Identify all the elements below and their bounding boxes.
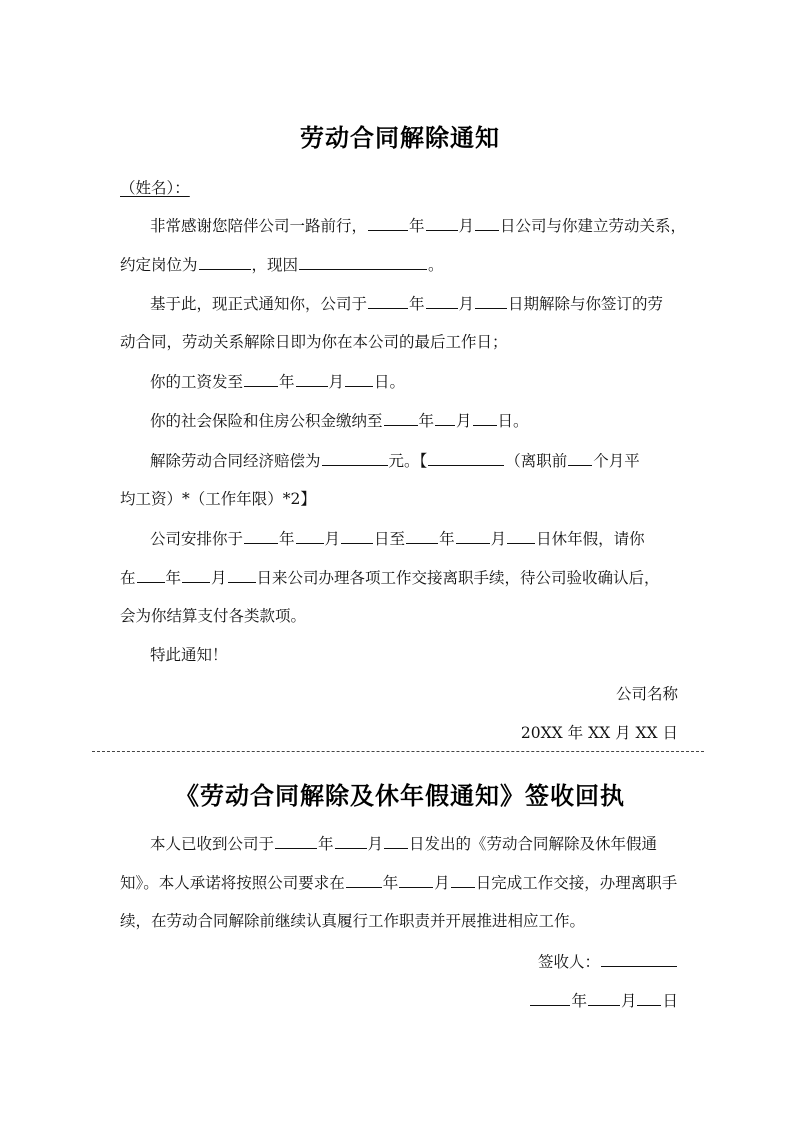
text: 公司安排你于 (150, 530, 244, 548)
text: 日期解除与你签订的劳 (508, 295, 664, 313)
blank-day (451, 872, 475, 888)
blank-month (296, 528, 324, 544)
blank-month (399, 872, 433, 888)
blank-month (182, 567, 210, 583)
paragraph-termination (150, 293, 663, 314)
text: 元。【 (388, 452, 428, 470)
text: 年 (409, 295, 425, 313)
paragraph-compensation-cont (120, 489, 316, 509)
paragraph-employment-cont (120, 254, 444, 275)
text: ，现因 (251, 256, 299, 274)
blank-year (244, 371, 278, 387)
paragraph-leave-cont2 (120, 606, 306, 626)
blank-year (368, 215, 408, 231)
blank-position (199, 254, 251, 270)
text: 月 (620, 992, 637, 1010)
paragraph-compensation (150, 450, 640, 471)
text: 均工资）*（工作年限）*2】 (120, 490, 316, 508)
text: 续，在劳动合同解除前继续认真履行工作职责并开展推进相应工作。 (120, 912, 586, 930)
text: 月 (434, 874, 450, 892)
blank-day (475, 293, 507, 309)
receipt-title: 《劳动合同解除及休年假通知》签收回执 (175, 782, 625, 810)
notice-date: 20XX 年 XX 月 XX 日 (520, 724, 678, 742)
employee-name-field: （姓名）： (120, 179, 190, 197)
text: 知》。本人承诺将按照公司要求在 (120, 874, 345, 892)
text: 约定岗位为 (120, 256, 198, 274)
text: 日。 (374, 373, 406, 391)
text: 年 (418, 412, 435, 430)
blank-salary (428, 450, 504, 466)
receipt-date-line (529, 990, 678, 1011)
blank-month (296, 371, 328, 387)
blank-year (244, 528, 278, 544)
text: 日发出的《劳动合同解除及休年假通 (409, 835, 658, 853)
notice-title: 劳动合同解除通知 (300, 124, 500, 152)
text: 你的社会保险和住房公积金缴纳至 (150, 412, 383, 430)
text: 日休年假，请你 (536, 530, 645, 548)
text: 月 (490, 530, 507, 548)
signature-blank[interactable] (601, 951, 677, 967)
blank-amount (322, 450, 388, 466)
text: 年 (382, 874, 399, 892)
blank-day (228, 567, 256, 583)
blank-month (435, 410, 455, 426)
blank-month (426, 215, 458, 231)
text: 年 (279, 530, 295, 548)
paragraph-leave (150, 528, 645, 549)
text: 月 (324, 530, 341, 548)
blank-day (345, 371, 373, 387)
text: （离职前 (505, 452, 568, 470)
text: 年 (571, 992, 587, 1010)
blank-reason (299, 254, 427, 270)
text: 解除劳动合同经济赔偿为 (150, 452, 321, 470)
signer-label: 签收人： (537, 953, 600, 971)
paragraph-termination-cont (120, 332, 508, 352)
blank-day[interactable] (637, 990, 661, 1006)
cut-divider (92, 751, 704, 752)
blank-day (507, 528, 535, 544)
text: 月 (367, 835, 384, 853)
name-line (120, 178, 190, 198)
blank-month (426, 293, 458, 309)
text: 年 (165, 569, 182, 587)
text: 月 (458, 295, 475, 313)
paragraph-leave-cont (120, 567, 660, 588)
closing-text: 特此通知！ (150, 646, 228, 664)
text: 本人已收到公司于 (150, 835, 275, 853)
text: 。 (428, 256, 444, 274)
text: 日完成工作交接，办理离职手 (475, 874, 678, 892)
paragraph-insurance (150, 410, 529, 431)
blank-year (346, 872, 382, 888)
text: 年 (318, 835, 334, 853)
signer-line (538, 951, 678, 972)
text: 在 (120, 569, 136, 587)
blank-month (335, 833, 367, 849)
text: 日。 (497, 412, 529, 430)
blank-months (568, 450, 592, 466)
text: 非常感谢您陪伴公司一路前行， (150, 217, 368, 235)
blank-day (341, 528, 373, 544)
blank-year (275, 833, 317, 849)
text: 日至 (374, 530, 406, 548)
paragraph-employment (150, 215, 686, 236)
text: 你的工资发至 (150, 373, 244, 391)
blank-year (137, 567, 165, 583)
receipt-paragraph-cont2 (120, 911, 585, 931)
text: 日来公司办理各项工作交接离职手续，待公司验收确认后， (256, 569, 660, 587)
receipt-paragraph (150, 833, 657, 854)
blank-year (368, 293, 408, 309)
text: 会为你结算支付各类款项。 (120, 607, 307, 625)
text: 月 (328, 373, 345, 391)
blank-day (475, 215, 499, 231)
text: 年 (439, 530, 455, 548)
text: 月 (456, 412, 472, 430)
company-name: 公司名称 (615, 685, 678, 703)
blank-day (384, 833, 408, 849)
blank-year[interactable] (530, 990, 570, 1006)
text: 个月平 (593, 452, 640, 470)
text: 日公司与你建立劳动关系， (500, 217, 687, 235)
text: 年 (409, 217, 425, 235)
text: 日 (662, 992, 678, 1010)
text: 月 (458, 217, 475, 235)
paragraph-salary (150, 371, 405, 392)
text: 月 (211, 569, 227, 587)
blank-month[interactable] (588, 990, 620, 1006)
blank-day (473, 410, 497, 426)
text: 动合同，劳动关系解除日即为你在本公司的最后工作日； (120, 333, 508, 351)
blank-year (384, 410, 418, 426)
text: 基于此，现正式通知你，公司于 (150, 295, 368, 313)
receipt-paragraph-cont (120, 872, 677, 893)
text: 年 (279, 373, 295, 391)
blank-month (456, 528, 490, 544)
blank-year (406, 528, 438, 544)
